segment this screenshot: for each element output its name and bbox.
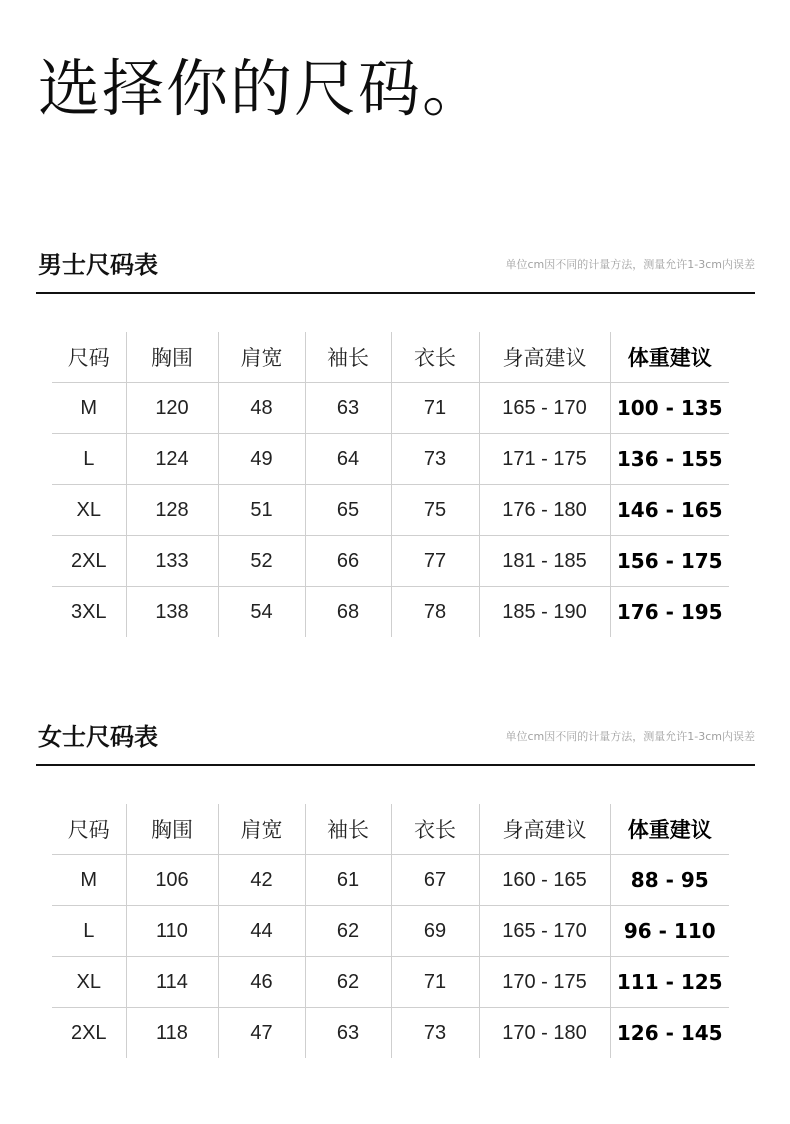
- table-cell: 78: [391, 587, 479, 638]
- size-label-cell: L: [52, 434, 126, 485]
- table-cell: 160 - 165: [479, 855, 610, 906]
- table-cell: 66: [305, 536, 391, 587]
- table-row: [52, 536, 729, 587]
- table-cell: 67: [391, 855, 479, 906]
- table-cell: 64: [305, 434, 391, 485]
- table-cell: 126 - 145: [610, 1008, 729, 1059]
- table-row: [52, 906, 729, 957]
- table-cell: 133: [126, 536, 218, 587]
- column-header: 肩宽: [218, 804, 305, 855]
- table-cell: 63: [305, 1008, 391, 1059]
- column-header: 袖长: [305, 804, 391, 855]
- mens-size-section: [36, 236, 755, 624]
- column-header: 胸围: [126, 804, 218, 855]
- womens-size-table: [52, 804, 729, 1058]
- table-body: [52, 855, 729, 1059]
- section-title: 男士尺码表: [38, 251, 158, 279]
- table-cell: 136 - 155: [610, 434, 729, 485]
- table-row: [52, 957, 729, 1008]
- column-header: 衣长: [391, 332, 479, 383]
- table-cell: 62: [305, 957, 391, 1008]
- size-label-cell: 2XL: [70, 1021, 107, 1044]
- column-header: 身高建议: [479, 804, 610, 855]
- table-cell: 171 - 175: [479, 434, 610, 485]
- size-label-cell: L: [52, 906, 126, 957]
- column-header: 衣长: [391, 804, 479, 855]
- table-cell: 110: [126, 906, 218, 957]
- table-cell: 73: [391, 1008, 479, 1059]
- table-cell: 77: [391, 536, 479, 587]
- size-label-cell: 3XL: [70, 600, 107, 623]
- table-row: [52, 383, 729, 434]
- size-label-cell: XL: [52, 485, 126, 536]
- table-cell: 118: [126, 1008, 218, 1059]
- table-cell: 181 - 185: [479, 536, 610, 587]
- table-cell: 165 - 170: [479, 906, 610, 957]
- table-cell: 75: [391, 485, 479, 536]
- table-cell: 100 - 135: [610, 383, 729, 434]
- table-header-row: [52, 804, 729, 855]
- table-cell: 170 - 180: [479, 1008, 610, 1059]
- column-header: 体重建议: [610, 804, 729, 855]
- column-header: 尺码: [52, 332, 126, 383]
- table-cell: 73: [391, 434, 479, 485]
- table-cell: 111 - 125: [610, 957, 729, 1008]
- table-cell: 120: [126, 383, 218, 434]
- table-cell: 52: [218, 536, 305, 587]
- table-cell: 185 - 190: [479, 587, 610, 638]
- table-cell: 49: [218, 434, 305, 485]
- table-cell: 61: [305, 855, 391, 906]
- table-cell: 96 - 110: [610, 906, 729, 957]
- table-cell: 124: [126, 434, 218, 485]
- table-cell: 68: [305, 587, 391, 638]
- table-row: [52, 855, 729, 906]
- column-header: 体重建议: [610, 332, 729, 383]
- table-cell: 44: [218, 906, 305, 957]
- table-cell: 63: [305, 383, 391, 434]
- size-label-cell: M: [52, 855, 126, 906]
- table-cell: 156 - 175: [610, 536, 729, 587]
- section-title: 女士尺码表: [38, 723, 158, 751]
- table-cell: 62: [305, 906, 391, 957]
- table-cell: 176 - 195: [610, 587, 729, 638]
- table-cell: 165 - 170: [479, 383, 610, 434]
- column-header: 肩宽: [218, 332, 305, 383]
- size-label-cell: XL: [52, 957, 126, 1008]
- mens-size-table: [52, 332, 729, 637]
- table-cell: 65: [305, 485, 391, 536]
- column-header: 胸围: [126, 332, 218, 383]
- table-cell: 128: [126, 485, 218, 536]
- table-cell: 42: [218, 855, 305, 906]
- table-cell: 138: [126, 587, 218, 638]
- measurement-note: 单位cm因不同的计量方法，测量允许1-3cm内误差: [505, 258, 755, 271]
- table-cell: 47: [218, 1008, 305, 1059]
- table-cell: 46: [218, 957, 305, 1008]
- table-row: [52, 485, 729, 536]
- table-cell: 106: [126, 855, 218, 906]
- table-body: [52, 383, 729, 638]
- table-cell: 176 - 180: [479, 485, 610, 536]
- womens-size-section: [36, 708, 755, 1045]
- table-header-row: [52, 332, 729, 383]
- measurement-note: 单位cm因不同的计量方法，测量允许1-3cm内误差: [505, 730, 755, 743]
- page-title: 选择你的尺码。: [38, 52, 487, 125]
- table-cell: 54: [218, 587, 305, 638]
- table-cell: 69: [391, 906, 479, 957]
- table-cell: 88 - 95: [610, 855, 729, 906]
- table-row: [52, 587, 729, 638]
- table-row: [52, 434, 729, 485]
- table-cell: 51: [218, 485, 305, 536]
- table-cell: 71: [391, 957, 479, 1008]
- section-header: [36, 236, 755, 294]
- table-cell: 48: [218, 383, 305, 434]
- table-cell: 114: [126, 957, 218, 1008]
- section-header: [36, 708, 755, 766]
- size-label-cell: M: [52, 383, 126, 434]
- table-cell: 146 - 165: [610, 485, 729, 536]
- table-cell: 71: [391, 383, 479, 434]
- table-row: [52, 1008, 729, 1059]
- column-header: 身高建议: [479, 332, 610, 383]
- table-cell: 170 - 175: [479, 957, 610, 1008]
- column-header: 尺码: [52, 804, 126, 855]
- column-header: 袖长: [305, 332, 391, 383]
- size-label-cell: 2XL: [52, 536, 126, 587]
